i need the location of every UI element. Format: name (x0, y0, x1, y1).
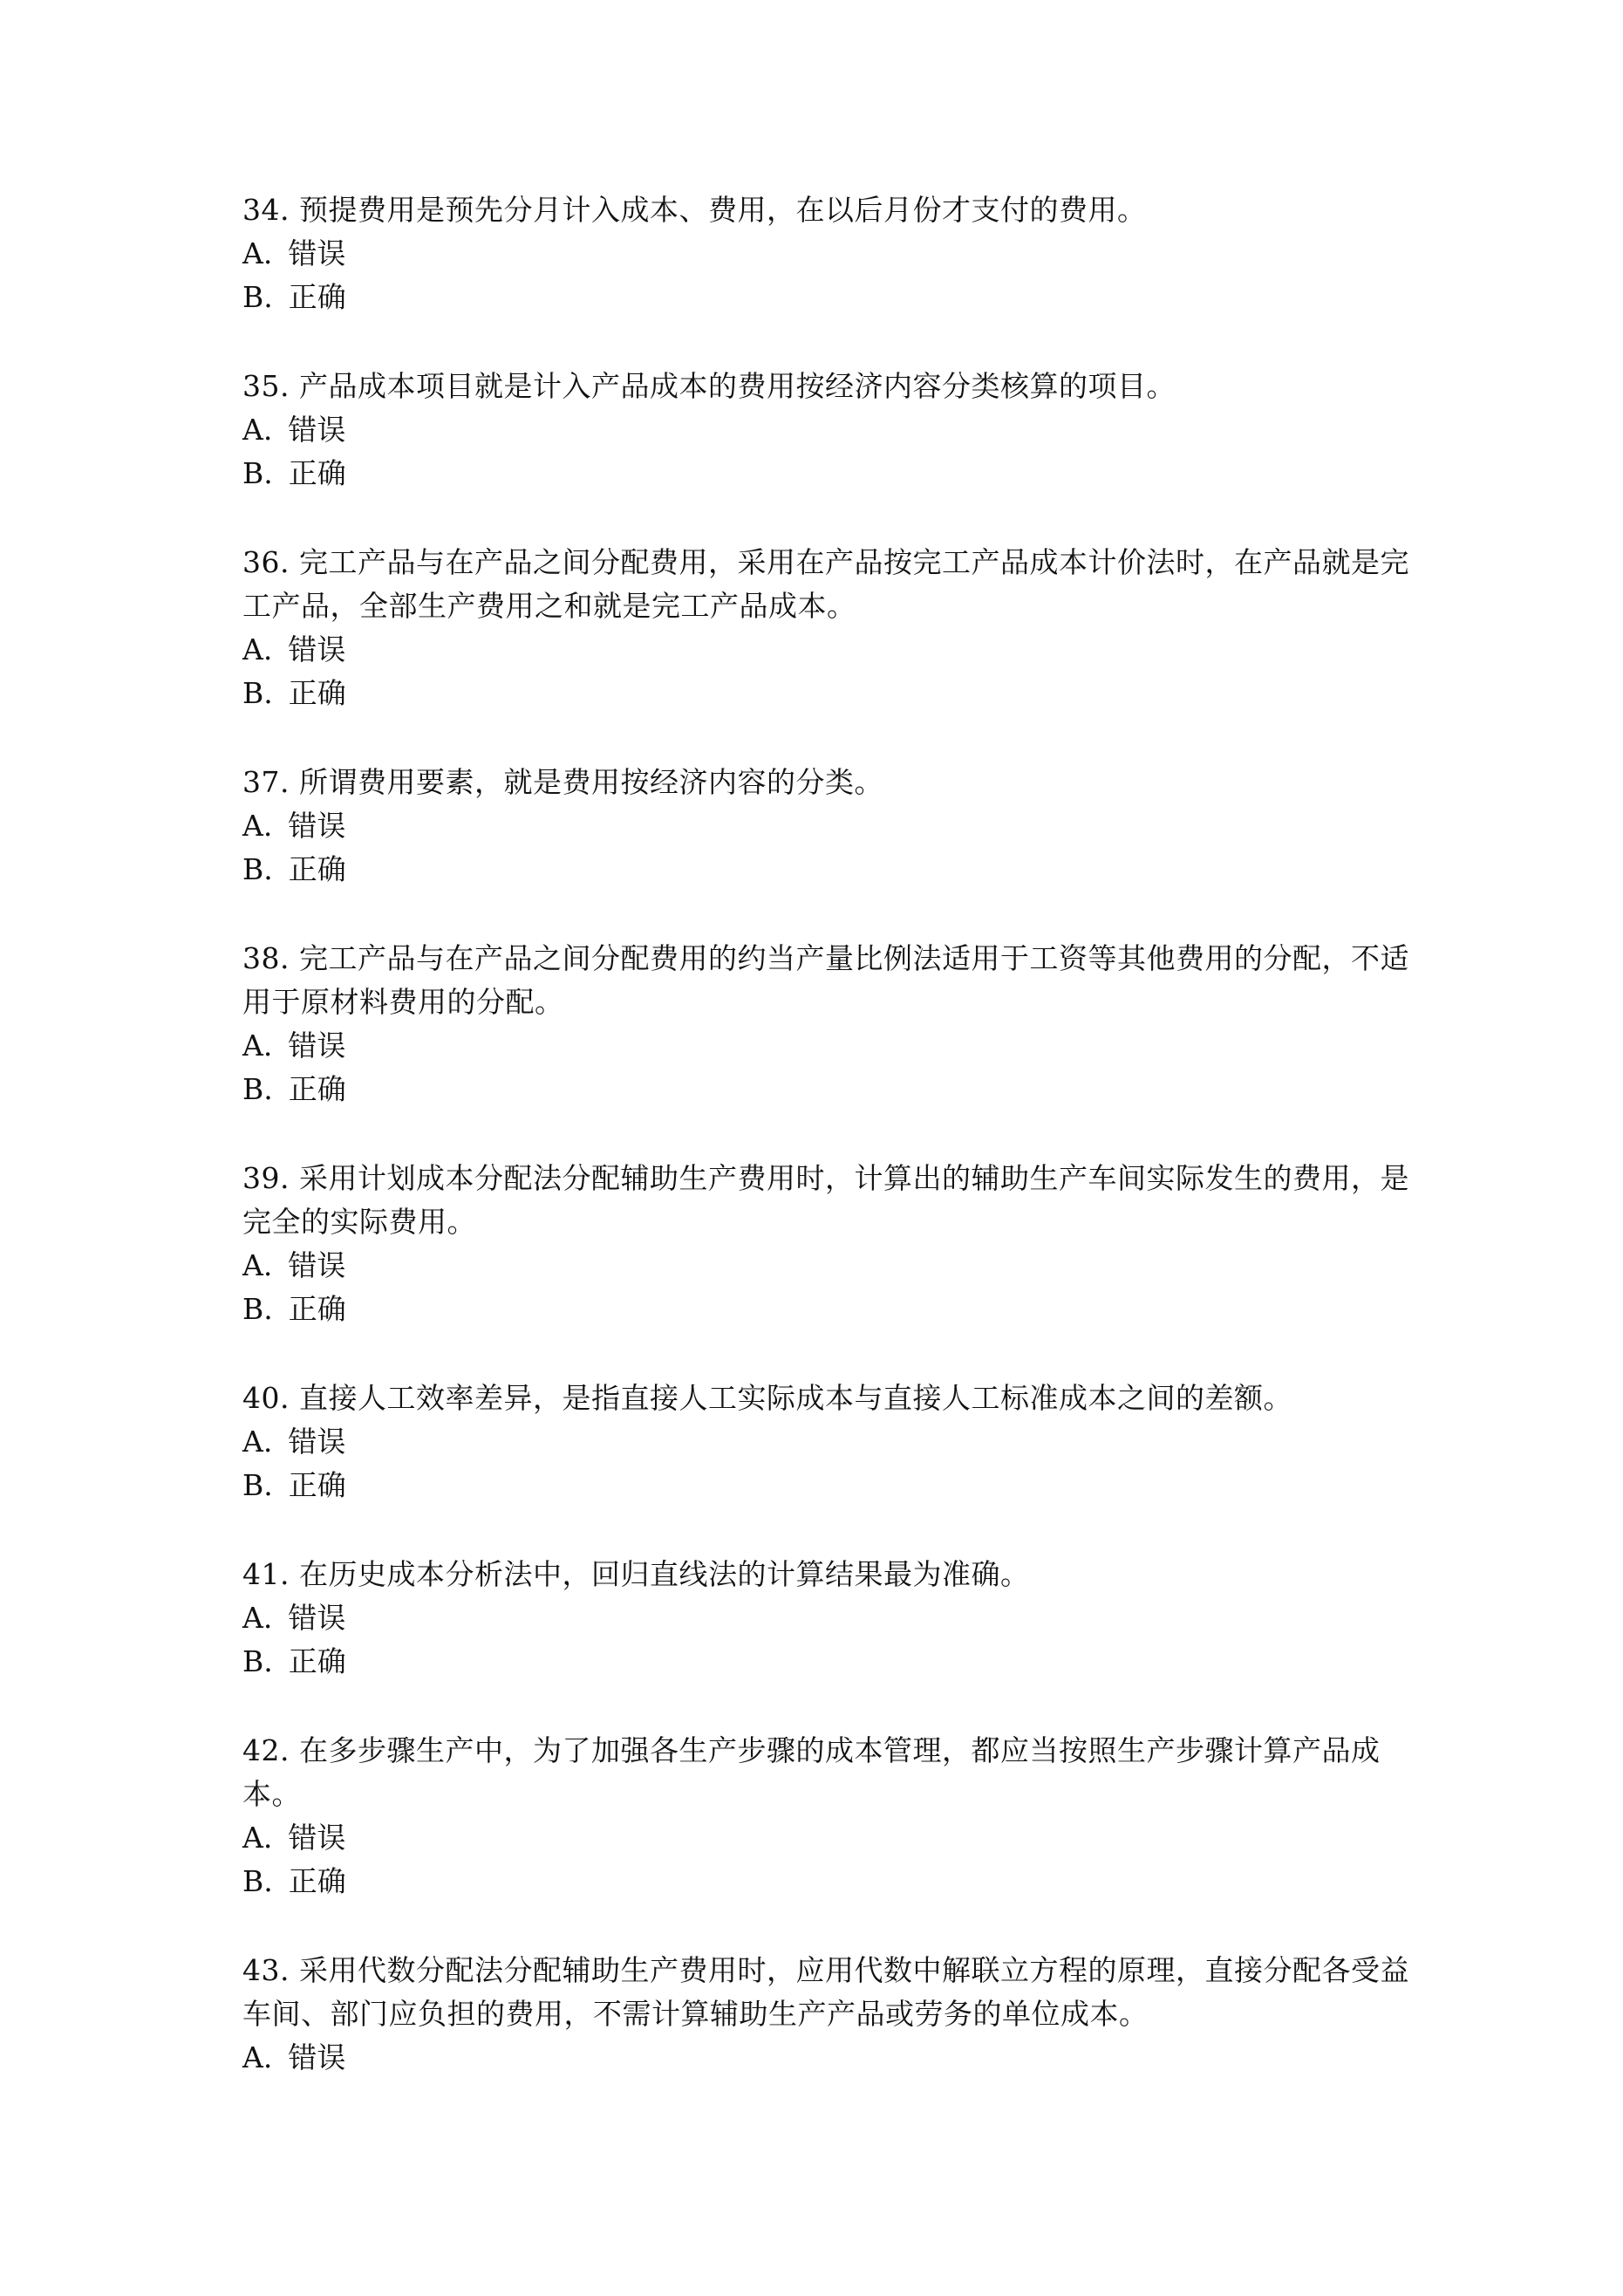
option-text: 错误 (288, 1028, 346, 1063)
option-text: 正确 (288, 676, 346, 710)
question-stem: 37. 所谓费用要素，就是费用按经济内容的分类。 (242, 765, 883, 799)
option-letter: A. (242, 1821, 273, 1855)
question-40 (242, 1377, 1411, 1507)
option-text: 正确 (288, 280, 346, 314)
option-text: 错误 (288, 1425, 346, 1459)
option-text: 正确 (288, 1864, 346, 1898)
question-41 (242, 1553, 1411, 1684)
option-letter: A. (242, 1601, 273, 1635)
option-a[interactable] (242, 1244, 1411, 1288)
option-a[interactable] (242, 804, 1411, 848)
option-b[interactable] (242, 848, 1411, 892)
option-text: 正确 (288, 1644, 346, 1678)
option-text: 正确 (288, 1468, 346, 1502)
option-letter: B. (242, 852, 273, 886)
option-b[interactable] (242, 1640, 1411, 1684)
question-stem: 38. 完工产品与在产品之间分配费用的约当产量比例法适用于工资等其他费用的分配，不适用于原材料费用的分配。 (242, 941, 1409, 1019)
option-letter: A. (242, 809, 273, 843)
option-b[interactable] (242, 672, 1411, 715)
option-text: 错误 (288, 413, 346, 447)
option-text: 正确 (288, 456, 346, 490)
option-letter: B. (242, 456, 273, 490)
question-stem: 41. 在历史成本分析法中，回归直线法的计算结果最为准确。 (242, 1557, 1030, 1591)
question-39 (242, 1157, 1411, 1331)
option-b[interactable] (242, 452, 1411, 495)
option-letter: B. (242, 1072, 273, 1106)
option-a[interactable] (242, 1024, 1411, 1068)
option-letter: A. (242, 1248, 273, 1282)
option-a[interactable] (242, 1596, 1411, 1640)
option-a[interactable] (242, 232, 1411, 276)
option-a[interactable] (242, 628, 1411, 672)
option-text: 错误 (288, 1821, 346, 1855)
option-letter: B. (242, 1292, 273, 1326)
option-b[interactable] (242, 1860, 1411, 1903)
option-text: 正确 (288, 1072, 346, 1106)
option-letter: A. (242, 2040, 273, 2074)
option-text: 错误 (288, 632, 346, 666)
option-b[interactable] (242, 1068, 1411, 1111)
option-letter: A. (242, 413, 273, 447)
option-b[interactable] (242, 276, 1411, 319)
question-stem: 40. 直接人工效率差异，是指直接人工实际成本与直接人工标准成本之间的差额。 (242, 1381, 1292, 1415)
question-stem: 39. 采用计划成本分配法分配辅助生产费用时，计算出的辅助生产车间实际发生的费用，是完全的实际费用。 (242, 1161, 1409, 1239)
option-letter: B. (242, 1468, 273, 1502)
option-a[interactable] (242, 408, 1411, 452)
option-letter: B. (242, 676, 273, 710)
question-stem: 42. 在多步骤生产中，为了加强各生产步骤的成本管理，都应当按照生产步骤计算产品成本。 (242, 1733, 1381, 1811)
option-text: 错误 (288, 1601, 346, 1635)
option-text: 正确 (288, 1292, 346, 1326)
option-text: 错误 (288, 1248, 346, 1282)
option-letter: A. (242, 632, 273, 666)
question-35 (242, 365, 1411, 495)
option-a[interactable] (242, 2036, 1411, 2080)
option-b[interactable] (242, 1288, 1411, 1331)
question-42 (242, 1729, 1411, 1903)
question-list (242, 188, 1411, 2125)
question-38 (242, 937, 1411, 1111)
option-a[interactable] (242, 1816, 1411, 1860)
option-letter: B. (242, 280, 273, 314)
question-36 (242, 541, 1411, 715)
option-text: 错误 (288, 809, 346, 843)
option-letter: B. (242, 1864, 273, 1898)
option-a[interactable] (242, 1420, 1411, 1464)
question-stem: 43. 采用代数分配法分配辅助生产费用时，应用代数中解联立方程的原理，直接分配各受益车间、部门应负担的费用，不需计算辅助生产产品或劳务的单位成本。 (242, 1953, 1409, 2031)
question-stem: 36. 完工产品与在产品之间分配费用，采用在产品按完工产品成本计价法时，在产品就是完工产品，全部生产费用之和就是完工产品成本。 (242, 545, 1409, 623)
option-text: 正确 (288, 852, 346, 886)
question-34 (242, 188, 1411, 319)
option-letter: A. (242, 236, 273, 270)
option-text: 错误 (288, 2040, 346, 2074)
option-text: 错误 (288, 236, 346, 270)
question-stem: 35. 产品成本项目就是计入产品成本的费用按经济内容分类核算的项目。 (242, 369, 1176, 403)
option-letter: A. (242, 1425, 273, 1459)
option-letter: A. (242, 1028, 273, 1063)
question-37 (242, 761, 1411, 892)
question-stem: 34. 预提费用是预先分月计入成本、费用，在以后月份才支付的费用。 (242, 193, 1147, 227)
option-b[interactable] (242, 1464, 1411, 1507)
question-43 (242, 1949, 1411, 2080)
option-letter: B. (242, 1644, 273, 1678)
